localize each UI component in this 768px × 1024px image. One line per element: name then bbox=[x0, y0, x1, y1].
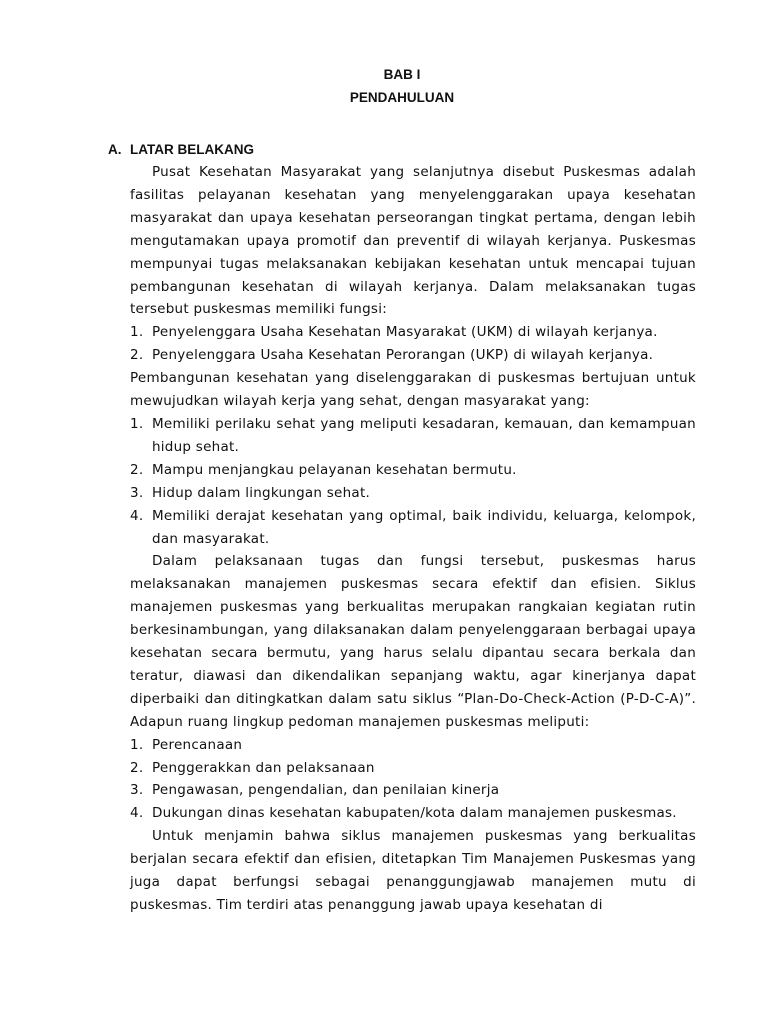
list-text: Pengawasan, pengendalian, dan penilaian kinerja bbox=[152, 782, 500, 799]
section-heading bbox=[108, 142, 254, 157]
list-number: 2. bbox=[130, 461, 144, 478]
functions-list bbox=[130, 321, 696, 367]
list-item bbox=[130, 321, 726, 344]
list-item bbox=[130, 734, 726, 757]
list-number: 1. bbox=[130, 324, 144, 341]
section-label: LATAR BELAKANG bbox=[130, 142, 254, 157]
document-body bbox=[130, 161, 696, 917]
list-number: 3. bbox=[130, 484, 144, 501]
list-item bbox=[130, 505, 696, 551]
list-text: Penggerakkan dan pelaksanaan bbox=[152, 759, 375, 776]
list-item bbox=[130, 344, 726, 367]
list-item bbox=[130, 802, 726, 825]
list-text: Penyelenggara Usaha Kesehatan Masyarakat (UKM) di wilayah kerjanya. bbox=[152, 324, 658, 341]
chapter-title: PENDAHULUAN bbox=[349, 90, 455, 105]
goals-list bbox=[130, 413, 696, 550]
list-number: 4. bbox=[130, 805, 144, 822]
list-item bbox=[130, 459, 696, 482]
list-text: Memiliki perilaku sehat yang meliputi kesadaran, kemauan, dan kemampuan hidup sehat. bbox=[152, 415, 696, 455]
list-item bbox=[130, 779, 726, 802]
list-item bbox=[130, 482, 696, 505]
list-item bbox=[130, 413, 696, 459]
list-number: 3. bbox=[130, 782, 144, 799]
list-text: Penyelenggara Usaha Kesehatan Perorangan (UKP) di wilayah kerjanya. bbox=[152, 347, 654, 364]
list-text: Mampu menjangkau pelayanan kesehatan bermutu. bbox=[152, 461, 517, 478]
list-number: 1. bbox=[130, 415, 144, 432]
list-text: Memiliki derajat kesehatan yang optimal, baik individu, keluarga, kelompok, dan masyarakat. bbox=[152, 507, 696, 547]
paragraph-intro: Pusat Kesehatan Masyarakat yang selanjutnya disebut Puskesmas adalah fasilitas pelayanan kesehatan yang menyelenggarakan upaya kesehatan masyarakat dan upaya kesehatan perseorangan tingkat pertama, dengan lebih mengutamakan upaya promotif dan preventif di wilayah kerjanya. Puskesmas mempunyai tugas melaksanakan kebijakan kesehatan untuk mencapai tujuan pembangunan kesehatan di wilayah kerjanya. Dalam melaksanakan tugas tersebut puskesmas memiliki fungsi: bbox=[130, 164, 696, 318]
chapter-heading: BAB I bbox=[383, 67, 421, 82]
list-number: 1. bbox=[130, 736, 144, 753]
paragraph-management: Dalam pelaksanaan tugas dan fungsi tersebut, puskesmas harus melaksanakan manajemen puskesmas secara efektif dan efisien. Siklus manajemen puskesmas yang berkualitas merupakan rangkaian kegiatan rutin berkesinambungan, yang dilaksanakan dalam penyelenggaraan berbagai upaya kesehatan secara bermutu, yang harus selalu dipantau secara berkala dan teratur, diawasi dan dikendalikan sepanjang waktu, agar kinerjanya dapat diperbaiki dan ditingkatkan dalam satu siklus “Plan-Do-Check-Action (P-D-C-A)”. Adapun ruang lingkup pedoman manajemen puskesmas meliputi: bbox=[130, 553, 696, 730]
paragraph-team: Untuk menjamin bahwa siklus manajemen puskesmas yang berkualitas berjalan secara efektif dan efisien, ditetapkan Tim Manajemen Puskesmas yang juga dapat berfungsi sebagai penanggungjawab manajemen mutu di puskesmas. Tim terdiri atas penanggung jawab upaya kesehatan di bbox=[130, 828, 696, 913]
list-number: 4. bbox=[130, 507, 144, 524]
paragraph-goals-intro: Pembangunan kesehatan yang diselenggarakan di puskesmas bertujuan untuk mewujudkan wilayah kerja yang sehat, dengan masyarakat yang: bbox=[130, 370, 696, 410]
list-number: 2. bbox=[130, 759, 144, 776]
scope-list bbox=[130, 734, 696, 826]
list-text: Hidup dalam lingkungan sehat. bbox=[152, 484, 371, 501]
list-number: 2. bbox=[130, 347, 144, 364]
list-item bbox=[130, 757, 726, 780]
list-text: Perencanaan bbox=[152, 736, 243, 753]
section-number: A. bbox=[108, 142, 122, 157]
list-text: Dukungan dinas kesehatan kabupaten/kota dalam manajemen puskesmas. bbox=[152, 805, 677, 822]
